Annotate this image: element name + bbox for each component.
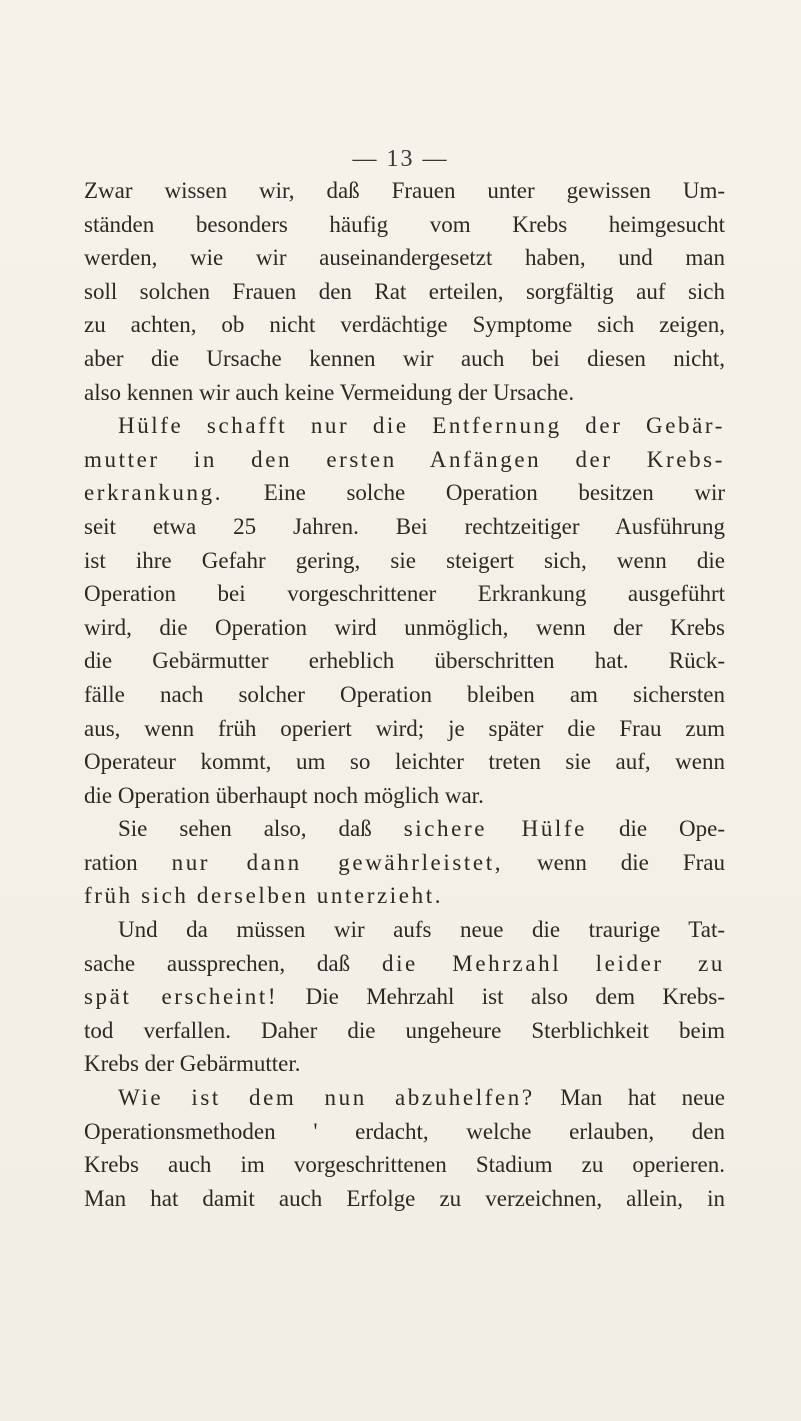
text-line: soll solchen Frauen den Rat erteilen, sorgfältig auf sich (84, 278, 725, 304)
emphasis-text: erkrankung. (84, 480, 224, 506)
text-line: werden, wie wir auseinandergesetzt haben, und man (84, 245, 725, 271)
text-line: die Gebärmutter erheblich überschritten hat. Rück- (84, 648, 725, 674)
text-line: aus, wenn früh operiert wird; je später die Frau zum (84, 715, 725, 741)
text-line (84, 846, 725, 880)
plain-text: wenn die Frau (537, 849, 725, 875)
emphasis-text: Wie ist dem nun abzuhelfen? (118, 1085, 535, 1111)
text-line: die Operation überhaupt noch möglich war. (84, 782, 484, 808)
plain-text: die Ope- (618, 816, 726, 842)
emphasis-text: nur dann gewährleistet, (171, 849, 504, 875)
text-line: ständen besonders häufig vom Krebs heimgesucht (84, 211, 725, 237)
body-text (84, 174, 725, 1215)
text-line: tod verfallen. Daher die ungeheure Sterblichkeit beim (84, 1017, 725, 1043)
text-line-emphasis: mutter in den ersten Anfängen der Krebs- (84, 446, 725, 472)
plain-text: Eine solche Operation besitzen wir (263, 480, 726, 506)
text-line (84, 812, 725, 846)
emphasis-text: spät erscheint! (84, 984, 279, 1010)
text-line-emphasis: Hülfe schafft nur die Entfernung der Gebär- (118, 413, 725, 439)
text-line: aber die Ursache kennen wir auch bei diesen nicht, (84, 345, 725, 371)
text-line (84, 947, 725, 981)
text-line: Und da müssen wir aufs neue die traurige Tat- (118, 917, 725, 943)
emphasis-text: sichere Hülfe (403, 816, 587, 842)
text-line: Operateur kommt, um so leichter treten sie auf, wenn (84, 749, 725, 775)
text-line: Operationsmethoden ' erdacht, welche erlauben, den (84, 1118, 725, 1144)
text-line: ist ihre Gefahr gering, sie steigert sich, wenn die (84, 547, 725, 573)
plain-text: Man hat neue (560, 1085, 725, 1111)
emphasis-text: die Mehrzahl leider zu (381, 950, 725, 976)
text-line: also kennen wir auch keine Vermeidung der Ursache. (84, 379, 575, 405)
plain-text: ration (84, 849, 138, 875)
plain-text: Die Mehrzahl ist also dem Krebs- (305, 984, 725, 1010)
text-line: Man hat damit auch Erfolge zu verzeichnen, allein, in (84, 1185, 725, 1211)
plain-text: Sie sehen also, daß (118, 816, 372, 842)
page-number: — 13 — (352, 146, 449, 172)
text-line (84, 1081, 725, 1115)
plain-text: sache aussprechen, daß (84, 950, 351, 976)
text-line: zu achten, ob nicht verdächtige Symptome sich zeigen, (84, 312, 725, 338)
text-line: fälle nach solcher Operation bleiben am sichersten (84, 681, 725, 707)
text-line: Krebs der Gebärmutter. (84, 1051, 301, 1077)
text-line: Krebs auch im vorgeschrittenen Stadium zu operieren. (84, 1152, 725, 1178)
text-line (84, 476, 725, 510)
text-line (84, 980, 725, 1014)
text-line-emphasis: früh sich derselben unterzieht. (84, 883, 444, 909)
text-line: Operation bei vorgeschrittener Erkrankung ausgeführt (84, 581, 725, 607)
text-line: seit etwa 25 Jahren. Bei rechtzeitiger Ausführung (84, 513, 725, 539)
text-line: Zwar wissen wir, daß Frauen unter gewissen Um- (84, 178, 725, 203)
text-line: wird, die Operation wird unmöglich, wenn der Krebs (84, 614, 725, 640)
